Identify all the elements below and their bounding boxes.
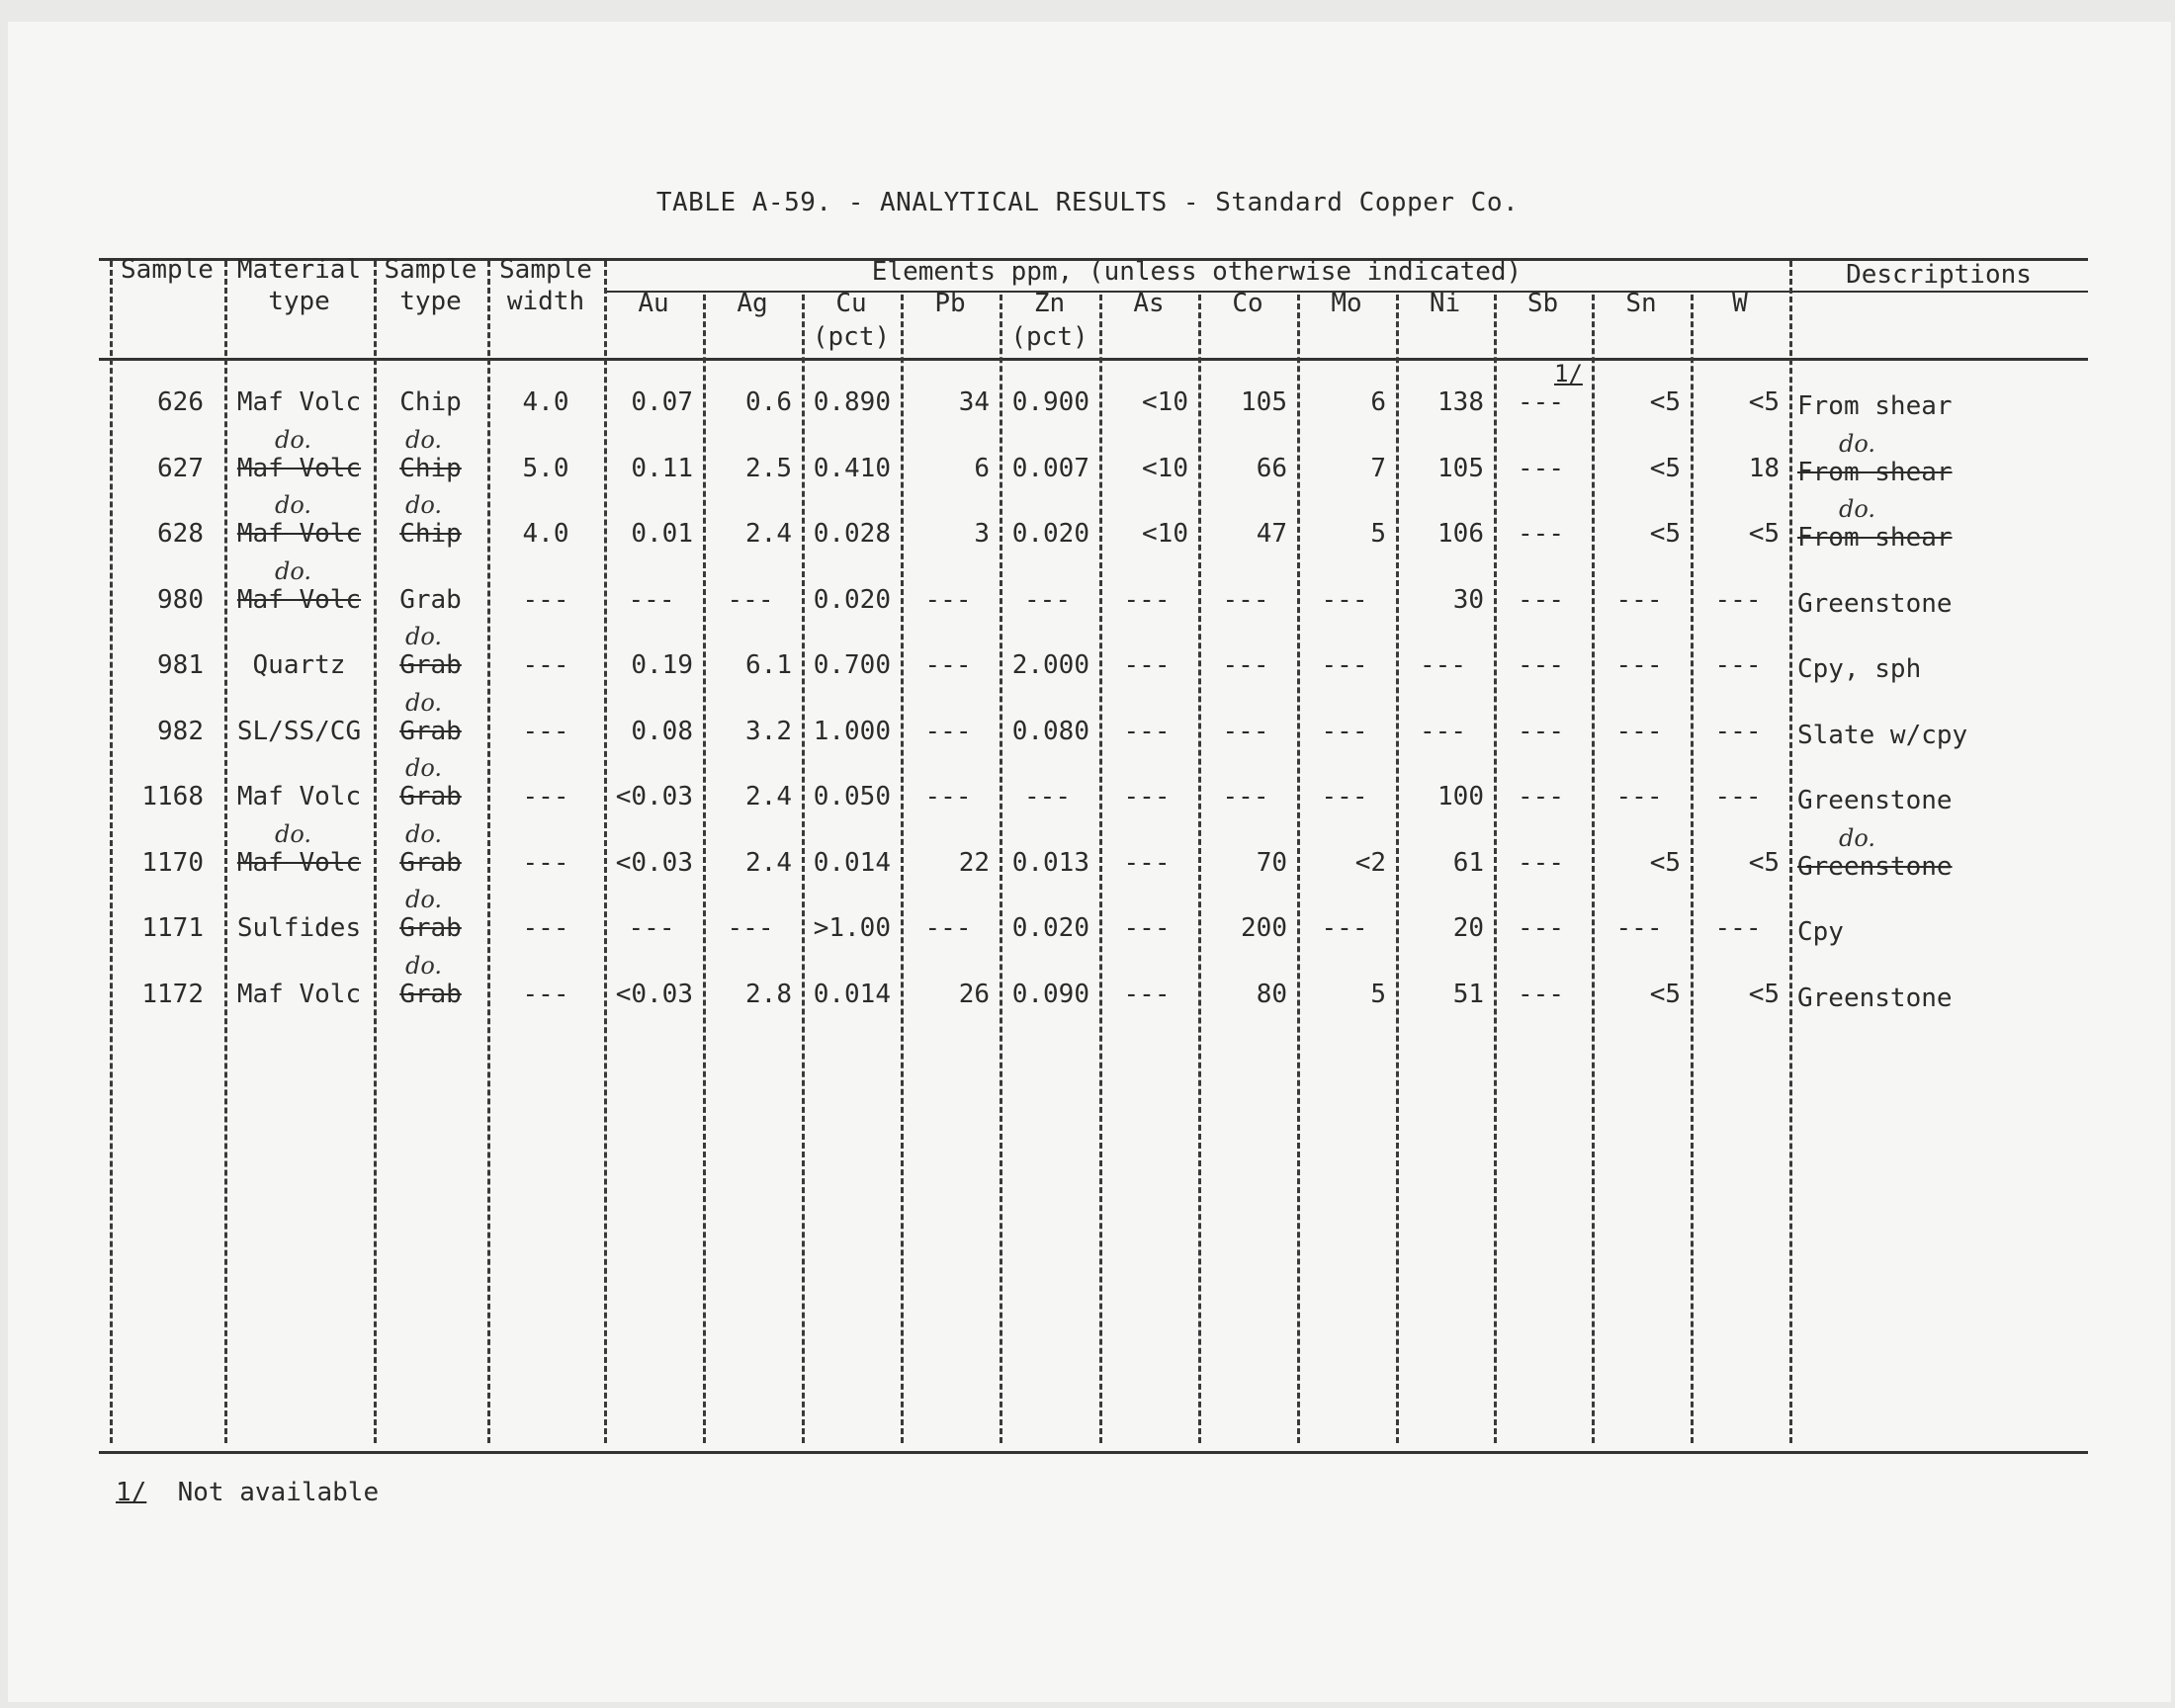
cell-sample-type: Grab (399, 716, 462, 746)
cell-mo: --- (1321, 782, 1368, 811)
sb-note-mark: 1/ (1554, 360, 1583, 387)
column-divider (1396, 295, 1399, 1443)
cell-sample-width: --- (522, 716, 569, 746)
ditto-mark: do. (405, 886, 443, 913)
cell-sample-type: Chip (399, 453, 462, 483)
header-elements-group: Elements ppm, (unless otherwise indicated) (871, 257, 1522, 287)
cell-description: Greenstone (1797, 982, 1953, 1013)
cell-description: Slate w/cpy (1797, 720, 1968, 750)
cell-zn: 0.080 (1011, 716, 1089, 746)
footnote (116, 1478, 379, 1507)
ditto-mark: do. (275, 556, 312, 585)
cell-au: <0.03 (615, 782, 693, 811)
cell-co: 105 (1241, 387, 1287, 417)
cell-ag: 2.4 (745, 519, 792, 549)
cell-zn: 0.020 (1011, 913, 1089, 943)
cell-ni: 61 (1452, 847, 1484, 878)
cell-zn: 0.900 (1011, 387, 1089, 417)
cell-sample: 980 (157, 584, 204, 615)
cell-description: Greenstone (1797, 588, 1953, 619)
cell-w: 18 (1748, 453, 1780, 483)
ditto-mark: do. (405, 951, 443, 980)
header-element-pb: Pb (934, 289, 966, 318)
ditto-mark: do. (1839, 429, 1876, 458)
cell-mo: 5 (1370, 519, 1386, 549)
column-divider (1592, 295, 1595, 1443)
header-element-sn: Sn (1625, 289, 1657, 318)
header-element-mo: Mo (1331, 289, 1362, 318)
cell-material-type: SL/SS/CG (236, 716, 362, 746)
cell-sample-type: Grab (399, 584, 462, 615)
header-sampletype-1: Sample (384, 255, 478, 285)
cell-as: --- (1123, 913, 1171, 943)
header-element-sb: Sb (1526, 289, 1559, 318)
cell-sample-width: 5.0 (522, 453, 569, 483)
cell-sn: <5 (1649, 519, 1681, 549)
cell-ni: 30 (1452, 584, 1484, 615)
cell-mo: --- (1321, 584, 1368, 615)
cell-sn: <5 (1649, 979, 1681, 1009)
cell-pb: 34 (958, 387, 990, 417)
column-divider (604, 261, 607, 1443)
cell-ag: 3.2 (745, 716, 792, 746)
cell-pb: --- (924, 584, 972, 615)
column-divider (1691, 295, 1694, 1443)
header-element-w: W (1732, 289, 1748, 318)
cell-material-type: Maf Volc (236, 387, 362, 417)
cell-ag: --- (727, 584, 774, 615)
cell-au: <0.03 (615, 847, 693, 878)
ditto-mark: do. (275, 425, 312, 454)
cell-zn: 2.000 (1011, 650, 1089, 680)
cell-sample-width: 4.0 (522, 519, 569, 549)
cell-sn: --- (1615, 716, 1663, 746)
ditto-mark: do. (275, 819, 312, 848)
cell-material-type: Maf Volc (236, 584, 362, 615)
footnote-text: Not available (177, 1478, 380, 1507)
cell-sample-type: Chip (399, 519, 462, 549)
cell-sn: --- (1615, 650, 1663, 680)
header-element-cu: Cu (835, 289, 867, 318)
column-divider (1000, 295, 1002, 1443)
column-divider (1099, 295, 1102, 1443)
header-material-1: Material (236, 255, 362, 285)
cell-ni: 105 (1437, 453, 1484, 483)
cell-description: Cpy (1797, 917, 1844, 947)
cell-sb: --- (1518, 716, 1564, 746)
cell-sample-width: 4.0 (522, 387, 569, 417)
cell-w: --- (1714, 716, 1762, 746)
header-element-co: Co (1232, 289, 1263, 318)
cell-sb: --- (1518, 387, 1564, 417)
cell-mo: 5 (1370, 979, 1386, 1009)
cell-sample: 627 (157, 453, 204, 483)
cell-pb: 3 (974, 519, 990, 549)
cell-zn: --- (1024, 584, 1071, 615)
cell-au: <0.03 (615, 979, 693, 1009)
cell-ag: 2.5 (745, 453, 792, 483)
cell-sb: --- (1518, 453, 1564, 483)
cell-au: 0.19 (631, 650, 693, 680)
cell-sample: 981 (157, 650, 204, 680)
column-divider (1297, 295, 1300, 1443)
cell-sample: 1168 (141, 782, 204, 811)
cell-sample: 1171 (141, 913, 204, 943)
cell-pb: 6 (974, 453, 990, 483)
cell-description: From shear (1797, 523, 1953, 553)
cell-w: <5 (1748, 979, 1780, 1009)
cell-sample-type: Grab (399, 782, 462, 811)
cell-co: 70 (1256, 847, 1287, 878)
cell-cu: 0.410 (813, 453, 891, 483)
cell-zn: 0.013 (1011, 847, 1089, 878)
cell-cu: 0.014 (813, 979, 891, 1009)
cell-au: 0.11 (631, 453, 693, 483)
cell-w: --- (1714, 584, 1762, 615)
cell-zn: 0.020 (1011, 519, 1089, 549)
cell-pb: --- (924, 782, 972, 811)
cell-ag: --- (727, 913, 774, 943)
cell-co: 47 (1256, 519, 1287, 549)
cell-sample-type: Grab (399, 847, 462, 878)
cell-pb: --- (924, 913, 972, 943)
cell-as: --- (1123, 650, 1171, 680)
cell-co: --- (1222, 650, 1269, 680)
column-divider (1494, 295, 1497, 1443)
footnote-mark: 1/ (116, 1478, 147, 1507)
column-divider (1198, 295, 1201, 1443)
cell-sample: 1170 (141, 847, 204, 878)
cell-cu: 0.890 (813, 387, 891, 417)
cell-au: 0.01 (631, 519, 693, 549)
cell-mo: 6 (1370, 387, 1386, 417)
cell-zn: --- (1024, 782, 1071, 811)
cell-ag: 2.4 (745, 782, 792, 811)
cell-mo: --- (1321, 913, 1368, 943)
ditto-mark: do. (405, 623, 443, 650)
ditto-mark: do. (275, 491, 312, 519)
cell-sn: --- (1615, 782, 1663, 811)
cell-zn: 0.090 (1011, 979, 1089, 1009)
cell-cu: 0.700 (813, 650, 891, 680)
cell-co: --- (1222, 716, 1269, 746)
cell-as: <10 (1142, 519, 1188, 549)
cell-sb: --- (1518, 847, 1564, 878)
cell-sample: 982 (157, 716, 204, 746)
cell-sample-type: Chip (399, 387, 462, 417)
cell-ni: 100 (1437, 782, 1484, 811)
cell-sample-width: --- (522, 650, 569, 680)
cell-mo: 7 (1370, 453, 1386, 483)
cell-sb: --- (1518, 979, 1564, 1009)
cell-sample-width: --- (522, 979, 569, 1009)
cell-ni: --- (1420, 716, 1466, 746)
cell-pb: --- (924, 716, 972, 746)
cell-pb: 22 (958, 847, 990, 878)
cell-co: --- (1222, 584, 1269, 615)
cell-as: --- (1123, 979, 1171, 1009)
cell-sn: --- (1615, 584, 1663, 615)
column-divider (1789, 261, 1792, 1443)
cell-cu: 0.020 (813, 584, 891, 615)
cell-sample-width: --- (522, 913, 569, 943)
cell-as: --- (1123, 716, 1171, 746)
cell-sample-type: Grab (399, 650, 462, 680)
header-sampletype-2: type (399, 287, 462, 316)
cell-sn: <5 (1649, 387, 1681, 417)
header-material-2: type (268, 287, 330, 316)
ditto-mark: do. (405, 819, 443, 848)
cell-material-type: Maf Volc (236, 519, 362, 549)
header-unit-cu: (pct) (812, 322, 891, 352)
cell-sample: 626 (157, 387, 204, 417)
cell-w: --- (1714, 650, 1762, 680)
cell-co: 200 (1241, 913, 1287, 943)
cell-co: 66 (1256, 453, 1287, 483)
cell-pb: --- (924, 650, 972, 680)
cell-sample-width: --- (522, 847, 569, 878)
cell-as: <10 (1142, 387, 1188, 417)
cell-au: 0.08 (631, 716, 693, 746)
header-sample: Sample (121, 255, 214, 285)
cell-ag: 2.4 (745, 847, 792, 878)
cell-sn: <5 (1649, 847, 1681, 878)
cell-cu: 1.000 (813, 716, 891, 746)
cell-mo: <2 (1354, 847, 1386, 878)
cell-sample: 628 (157, 519, 204, 549)
cell-cu: 0.050 (813, 782, 891, 811)
header-width-2: width (506, 287, 585, 316)
header-element-au: Au (638, 289, 669, 318)
cell-sample: 1172 (141, 979, 204, 1009)
cell-material-type: Quartz (252, 650, 346, 680)
cell-co: --- (1222, 782, 1269, 811)
cell-material-type: Maf Volc (236, 979, 362, 1009)
rule-descriptions (1789, 291, 2088, 293)
cell-pb: 26 (958, 979, 990, 1009)
cell-w: <5 (1748, 387, 1780, 417)
ditto-mark: do. (1839, 495, 1876, 523)
cell-sample-type: Grab (399, 913, 462, 943)
cell-sample-type: Grab (399, 979, 462, 1009)
cell-sample-width: --- (522, 584, 569, 615)
header-descriptions: Descriptions (1846, 260, 2032, 290)
cell-cu: 0.014 (813, 847, 891, 878)
cell-ni: 51 (1452, 979, 1484, 1009)
cell-cu: 0.028 (813, 519, 891, 549)
header-element-ni: Ni (1429, 289, 1461, 318)
cell-sb: --- (1518, 584, 1564, 615)
cell-as: --- (1123, 584, 1171, 615)
cell-ag: 2.8 (745, 979, 792, 1009)
table-title: TABLE A-59. - ANALYTICAL RESULTS - Standard Copper Co. (655, 188, 1520, 217)
cell-sn: --- (1615, 913, 1663, 943)
ditto-mark: do. (405, 754, 443, 782)
cell-w: <5 (1748, 847, 1780, 878)
cell-ni: 20 (1452, 913, 1484, 943)
cell-sb: --- (1518, 782, 1564, 811)
cell-mo: --- (1321, 716, 1368, 746)
cell-description: Cpy, sph (1797, 654, 1922, 684)
ditto-mark: do. (405, 491, 443, 519)
header-width-1: Sample (499, 255, 592, 285)
cell-material-type: Maf Volc (236, 847, 362, 878)
ditto-mark: do. (405, 688, 443, 717)
header-element-ag: Ag (737, 289, 768, 318)
ditto-mark: do. (405, 425, 443, 454)
cell-w: --- (1714, 913, 1762, 943)
cell-w: --- (1714, 782, 1762, 811)
cell-material-type: Maf Volc (236, 453, 362, 483)
header-unit-zn: (pct) (1010, 322, 1088, 352)
cell-as: --- (1123, 847, 1171, 878)
cell-description: From shear (1797, 457, 1953, 487)
cell-sb: --- (1518, 650, 1564, 680)
cell-au: --- (628, 584, 675, 615)
cell-description: Greenstone (1797, 851, 1953, 882)
cell-ni: 106 (1437, 519, 1484, 549)
cell-w: <5 (1748, 519, 1780, 549)
cell-sb: --- (1518, 913, 1564, 943)
cell-ag: 6.1 (745, 650, 792, 680)
cell-as: <10 (1142, 453, 1188, 483)
cell-sb: --- (1518, 519, 1564, 549)
cell-zn: 0.007 (1011, 453, 1089, 483)
cell-ni: 138 (1437, 387, 1484, 417)
column-divider (703, 295, 706, 1443)
cell-cu: >1.00 (813, 913, 891, 943)
rule-bottom (99, 1451, 2088, 1454)
cell-au: 0.07 (631, 387, 693, 417)
header-element-zn: Zn (1033, 289, 1066, 318)
column-divider (802, 295, 805, 1443)
ditto-mark: do. (1839, 823, 1876, 852)
cell-material-type: Maf Volc (236, 782, 362, 811)
header-element-as: As (1133, 289, 1165, 318)
cell-sample-width: --- (522, 782, 569, 811)
cell-au: --- (628, 913, 675, 943)
cell-sn: <5 (1649, 453, 1681, 483)
cell-co: 80 (1256, 979, 1287, 1009)
cell-material-type: Sulfides (236, 913, 362, 943)
cell-mo: --- (1321, 650, 1368, 680)
cell-ni: --- (1420, 650, 1466, 680)
cell-description: From shear (1797, 391, 1953, 421)
cell-description: Greenstone (1797, 786, 1953, 815)
cell-as: --- (1123, 782, 1171, 811)
column-divider (901, 295, 904, 1443)
cell-ag: 0.6 (745, 387, 792, 417)
